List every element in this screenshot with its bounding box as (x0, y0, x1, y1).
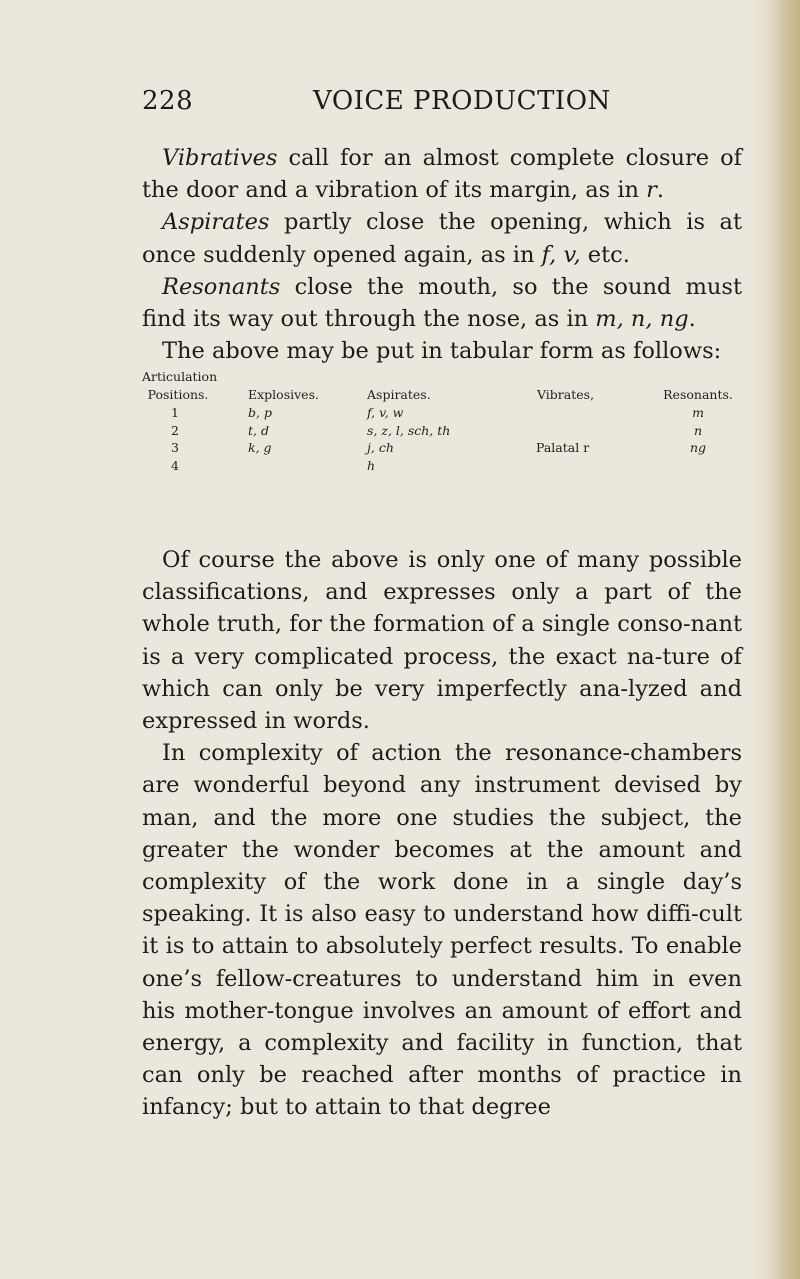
text-block-top (142, 142, 742, 367)
paragraph-end: . (688, 306, 696, 333)
paragraph-text: call for an almost complete closure of the door and a vibration of its margin, as in (142, 145, 742, 204)
paragraph-complexity: In complexity of action the resonance-chambers are wonderful beyond any instrument devised by man, and the more one studies the subject, the greater the wonder becomes at the amount and complexity of the work done in a single day’s speaking. It is also easy to understand how diffi-cult it is to attain to absolutely perfect results. To enable one’s fellow-creatures to understand him in even his mother-tongue involves an amount of effort and energy, a complexity and facility in function, that can only be reached after months of practice in infancy; but to attain to that degree (142, 740, 742, 1121)
table-header-articulation: Articulation (142, 369, 218, 384)
table-cell-vibrates: Palatal r (536, 440, 590, 456)
table-cell-explosives: t, d (248, 422, 269, 438)
table-cell-explosives: b, p (248, 405, 272, 420)
table-header-explosives: Explosives. (248, 387, 319, 402)
table-cell-position: 2 (171, 422, 179, 438)
table-cell-aspirates: f, v, w (367, 405, 404, 420)
table-row (142, 439, 742, 457)
example-letters: r (646, 177, 657, 204)
term-resonants: Resonants (162, 273, 281, 300)
table-cell-aspirates: h (367, 457, 376, 473)
table-header-vibrates: Vibrates, (537, 387, 595, 402)
table-cell-position: 4 (171, 457, 179, 473)
table-cell-resonants: m (692, 405, 704, 420)
table-header-resonants: Resonants. (663, 387, 733, 402)
table-cell-resonants: n (693, 422, 703, 438)
table-row (142, 422, 742, 440)
paragraph-aspirates (142, 206, 742, 270)
table-header-positions: Positions. (147, 387, 209, 402)
page-edge (752, 0, 800, 1279)
table-header-row-1 (142, 368, 742, 386)
term-aspirates: Aspirates (162, 209, 270, 236)
page-number: 228 (142, 86, 194, 116)
paragraph-end: etc. (580, 241, 630, 268)
paragraph-resonants (142, 271, 742, 335)
paragraph-vibratives (142, 142, 742, 206)
table-cell-resonants: ng (689, 440, 707, 456)
paragraph-text: The above may be put in tabular form as follows: (162, 338, 722, 365)
table-row (142, 404, 742, 422)
example-letters: m, n, ng (595, 306, 689, 333)
paragraph-table-intro (142, 335, 742, 367)
table-cell-explosives: k, g (248, 440, 272, 456)
paragraph-classifications: Of course the above is only one of many possible classifications, and expresses only a part of the whole truth, for the formation of a single conso-nant is a very complicated process, the exact na-ture of which can only be very imperfectly ana-lyzed and expressed in words. (142, 547, 742, 735)
text-block-bottom (142, 544, 742, 1124)
table-cell-aspirates: s, z, l, sch, th (367, 422, 451, 438)
table-header-aspirates: Aspirates. (367, 387, 431, 402)
table-cell-position: 3 (171, 440, 179, 456)
articulation-table (142, 368, 742, 474)
term-vibratives: Vibratives (162, 145, 278, 171)
table-cell-position: 1 (171, 405, 179, 420)
page-header (142, 86, 742, 122)
running-title: VOICE PRODUCTION (313, 86, 611, 116)
example-letters: f, v, (541, 241, 581, 268)
table-header-row-2 (142, 386, 742, 404)
table-row (142, 457, 742, 475)
paragraph-end: . (656, 177, 665, 204)
paragraph-text: partly close the opening, which is at once suddenly opened again, as in (142, 209, 742, 268)
paragraph-text: close the mouth, so the sound must find its way out through the nose, as in (142, 273, 742, 333)
table-cell-aspirates: j, ch (367, 440, 394, 456)
